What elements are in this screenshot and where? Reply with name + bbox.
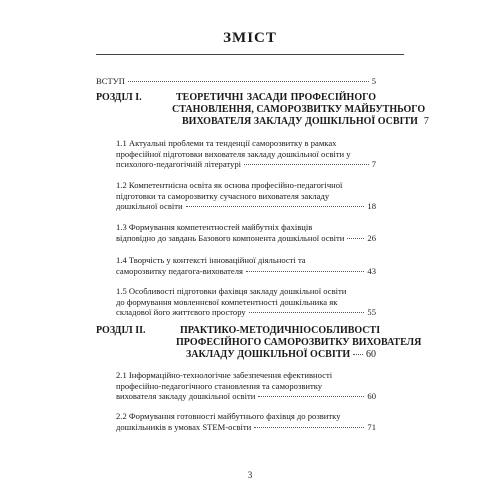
toc-entry-1-2[interactable] xyxy=(116,180,376,212)
toc-entry-line: вихователя закладу дошкільної освіти 60 xyxy=(116,391,376,402)
toc-entry-line: відповідно до завдань Базового компонента дошкільної освіти 26 xyxy=(116,232,376,243)
toc-entry-2-1[interactable] xyxy=(116,370,376,402)
toc-entry-line: 1.5 Особливості підготовки фахівця закладу дошкільної освіти xyxy=(116,286,347,296)
toc-entry-line: дошкільної освіти 18 xyxy=(116,201,376,212)
section-title-line-3: ВИХОВАТЕЛЯ ЗАКЛАДУ ДОШКІЛЬНОЇ ОСВІТИ 7 xyxy=(182,115,429,127)
toc-entry-2-2[interactable] xyxy=(116,411,376,432)
toc-entry-line: 2.2 Формування готовності майбутнього фахівця до розвитку xyxy=(116,411,341,421)
dot-leader xyxy=(246,271,364,272)
dot-leader xyxy=(249,312,365,313)
dot-leader xyxy=(254,427,364,428)
dot-leader xyxy=(186,206,365,207)
toc-page-number: 18 xyxy=(367,201,376,212)
toc-entry-line: до формування мовленнєвої компетентності дошкільника як xyxy=(116,296,338,307)
section-title-line-2: СТАНОВЛЕННЯ, САМОРОЗВИТКУ МАЙБУТНЬОГО xyxy=(172,103,426,115)
toc-page-number: 60 xyxy=(366,348,376,360)
toc-entry-line: 1.3 Формування компетентностей майбутніх фахівців xyxy=(116,222,313,232)
toc-page-number: 7 xyxy=(371,159,376,170)
toc-page-number: 5 xyxy=(371,76,376,86)
toc-entry-1-5[interactable] xyxy=(116,286,376,318)
toc-page-number: 71 xyxy=(367,421,376,432)
dot-leader xyxy=(347,238,364,239)
section-title-line-1: ТЕОРЕТИЧНІ ЗАСАДИ ПРОФЕСІЙНОГО xyxy=(176,92,376,103)
toc-entry-line: професійно-педагогічного становлення та саморозвитку xyxy=(116,380,323,391)
section-label-2 xyxy=(96,325,176,337)
toc-entry-line: дошкільників в умовах STEM-освіти 71 xyxy=(116,421,376,432)
page-title: ЗМІСТ xyxy=(223,30,277,46)
section-label-text: РОЗДІЛ І. xyxy=(96,92,142,103)
toc-entry-line: саморозвитку педагога-вихователя 43 xyxy=(116,265,376,276)
page-number: 3 xyxy=(247,470,253,480)
toc-entry-line: 1.1 Актуальні проблеми та тенденції саморозвитку в рамках xyxy=(116,138,337,148)
section-title-line-1: ПРАКТИКО-МЕТОДИЧНІ ОСОБЛИВОСТІ xyxy=(180,325,381,336)
toc-entry-line: 1.4 Творчість у контексті інноваційної діяльності та xyxy=(116,255,306,265)
section-title-line-3: ЗАКЛАДУ ДОШКІЛЬНОЇ ОСВІТИ 60 xyxy=(186,348,376,360)
dot-leader xyxy=(128,81,369,82)
toc-entry-1-1[interactable] xyxy=(116,138,376,170)
section-title-line-2: ПРОФЕСІЙНОГО САМОРОЗВИТКУ ВИХОВАТЕЛЯ xyxy=(176,336,422,348)
toc-entry-line: складової його життєвого простору 55 xyxy=(116,307,376,318)
toc-page-number: 7 xyxy=(423,115,429,127)
toc-entry-line: психолого-педагогічній літературі 7 xyxy=(116,159,376,170)
toc-entry-section-2[interactable] xyxy=(176,325,422,360)
dot-leader xyxy=(244,164,369,165)
toc-entry-line: 1.2 Компетентнісна освіта як основа професійно-педагогічної xyxy=(116,180,343,190)
toc-entry-1-3[interactable] xyxy=(116,222,376,243)
toc-entry-line xyxy=(96,76,376,87)
section-label-1 xyxy=(96,92,176,104)
toc-entry-line: 2.1 Інформаційно-технологічне забезпечення ефективності xyxy=(116,370,333,380)
toc-entry-1-4[interactable] xyxy=(116,255,376,276)
toc-page-number: 60 xyxy=(367,391,376,402)
toc-entry-intro[interactable] xyxy=(96,76,376,87)
toc-page-number: 55 xyxy=(367,307,376,318)
toc-page-number: 43 xyxy=(367,265,376,276)
toc-page-number: 26 xyxy=(367,232,376,243)
toc-entry-line: підготовки та саморозвитку сучасного вихователя закладу xyxy=(116,190,330,201)
dot-leader xyxy=(258,396,364,397)
section-label-text: РОЗДІЛ ІІ. xyxy=(96,325,146,336)
dot-leader xyxy=(353,354,363,355)
toc-entry-line: професійної підготовки вихователя закладу дошкільної освіти у xyxy=(116,148,351,159)
toc-entry-text: ВСТУП xyxy=(96,76,126,86)
toc-entry-section-1[interactable] xyxy=(172,92,429,127)
